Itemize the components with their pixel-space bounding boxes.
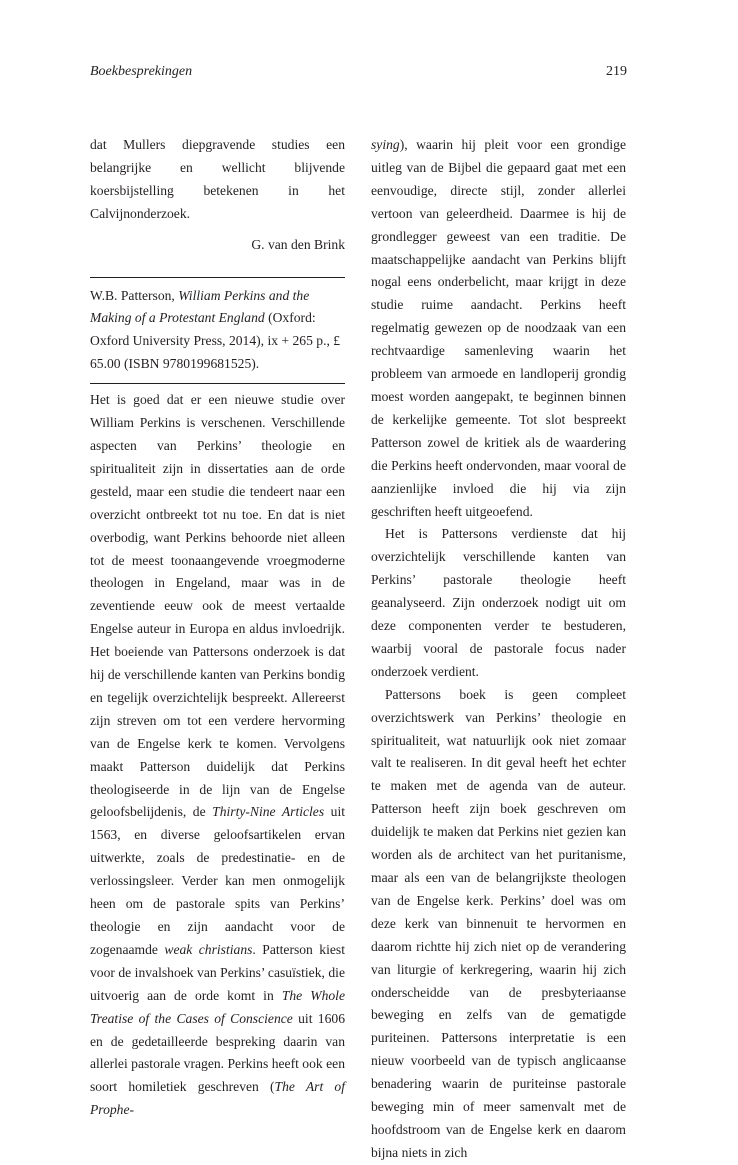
book-title: William Perkins and the Making of a Protestant England [90, 287, 310, 326]
text-run: uit 1563, en diverse geloofsartikelen ervan uitwerkte, zoals de predestinatie- en de verlossingsleer. Verder kan men onmogelijk heen om de pastorale spits van Perkins’ theologie en zijn aandacht voor de zogenaamde [90, 804, 346, 957]
previous-reviewer-signature: G. van den Brink [251, 236, 345, 252]
divider-bottom [90, 383, 345, 384]
bibliographic-entry [90, 285, 345, 377]
text-run: uit 1606 en de gedetailleerde bespreking daarin van allerlei pastorale vragen. Perkins heeft ook een soort homiletiek geschreven ( [90, 1010, 345, 1095]
book-author: W.B. Patterson, [90, 287, 179, 303]
page-number: 219 [606, 64, 627, 79]
running-header-section-title: Boekbesprekingen [90, 64, 193, 79]
left-column [90, 134, 345, 1122]
text-run: . Patterson kiest voor de invalshoek van Perkins’ casuïstiek, die uitvoerig aan de orde komt in [90, 941, 345, 1003]
review-paragraph-3: Pattersons boek is geen compleet overzichtswerk van Perkins’ theologie en spiritualiteit, wat natuurlijk ook niet zomaar valt te realiseren. In dit geval heeft het echter te maken met de agenda van de auteur. Patterson heeft zijn boek geschreven om duidelijk te maken dat Perkins niet gezien kan worden als de architect van het puritanisme, maar als een van de belangrijkste theologen van de Engelse kerk. Perkins’ doel was om deze kerk van binnenuit te hervormen en daarom richtte hij zich niet op de verandering van liturgie of kerkregering, waarin hij zich onderscheidde van de presbyteriaanse beweging en zelfs van de gematigde puriteinen. Pattersons interpretatie is een nieuw voorbeeld van de typisch anglicaanse benadering waarin de puriteinse pastorale beweging min of meer samenvalt met de hoofdstroom van de Engelse kerk en daarom bijna niets in zich [371, 686, 626, 1160]
italic-term: weak christians [164, 941, 253, 957]
italic-title: The Whole Treatise of the Cases of Conscience [90, 987, 345, 1026]
review-paragraph-1-continued [371, 134, 626, 523]
text-run: Het is goed dat er een nieuwe studie over William Perkins is verschenen. Verschillende aspecten van Perkins’ theologie en spiritualiteit zijn in dissertaties aan de orde gesteld, maar een studie die tendeert naar een overzicht ontbreekt tot nu toe. En dat is niet overbodig, want Perkins behoorde niet alleen tot de meest toonaangevende vroegmoderne theologen in Engeland, maar was in de zeventiende eeuw ook de meest vertaalde Engelse auteur in Europa en aldus invloedrijk. Het boeiende van Pattersons onderzoek is dat hij de verschillende kanten van Perkins bondig en tegelijk overzichtelijk bespreekt. Allereerst zijn streven om tot een verdere hervorming van de Engelse kerk te komen. Vervolgens maakt Patterson duidelijk dat Perkins theologiseerde in de lijn van de Engelse geloofsbelijdenis, de [90, 392, 345, 820]
book-details: (Oxford: Oxford University Press, 2014), ix + 265 p., £ 65.00 (ISBN 9780199681525). [90, 310, 341, 372]
italic-title: The Art of Prophe- [90, 1079, 346, 1118]
italic-title: Thirty-Nine Articles [212, 804, 325, 820]
divider-top [90, 277, 345, 278]
previous-review-ending: dat Mullers diepgravende studies een belangrijke en wellicht blijvende koersbijstelling betekenen in het Calvijnonderzoek. [90, 137, 345, 221]
right-column [371, 134, 626, 1165]
italic-title: sying [371, 137, 400, 152]
text-run: ), waarin hij pleit voor een grondige uitleg van de Bijbel die gepaard gaat met een eenvoudige, directe stijl, zonder allerlei vertoon van geleerdheid. Daarmee is hij de grondlegger geweest van een traditie. De maatschappelijke aandacht van Perkins blijft nogal eens onderbelicht, maar krijgt in deze studie ruime aandacht. Perkins heeft regelmatig gewezen op de noodzaak van een rechtvaardige samenleving waarin het probleem van armoede en landloperij grondig moest worden aangepakt, te beginnen binnen de kerkelijke gemeente. Tot slot bespreekt Patterson zowel de kritiek als de waardering die Perkins heeft ondervonden, maar vooral de aanzienlijke invloed die hij via zijn geschriften heeft uitgeoefend. [371, 137, 626, 519]
review-paragraph-2: Het is Pattersons verdienste dat hij overzichtelijk verschillende kanten van Perkins’ pastorale theologie heeft geanalyseerd. Zijn onderzoek nodigt uit om deze componenten verder te bestuderen, waarbij vooral de pastorale focus nader onderzoek verdient. [371, 526, 626, 679]
review-paragraph-1 [90, 389, 345, 1122]
